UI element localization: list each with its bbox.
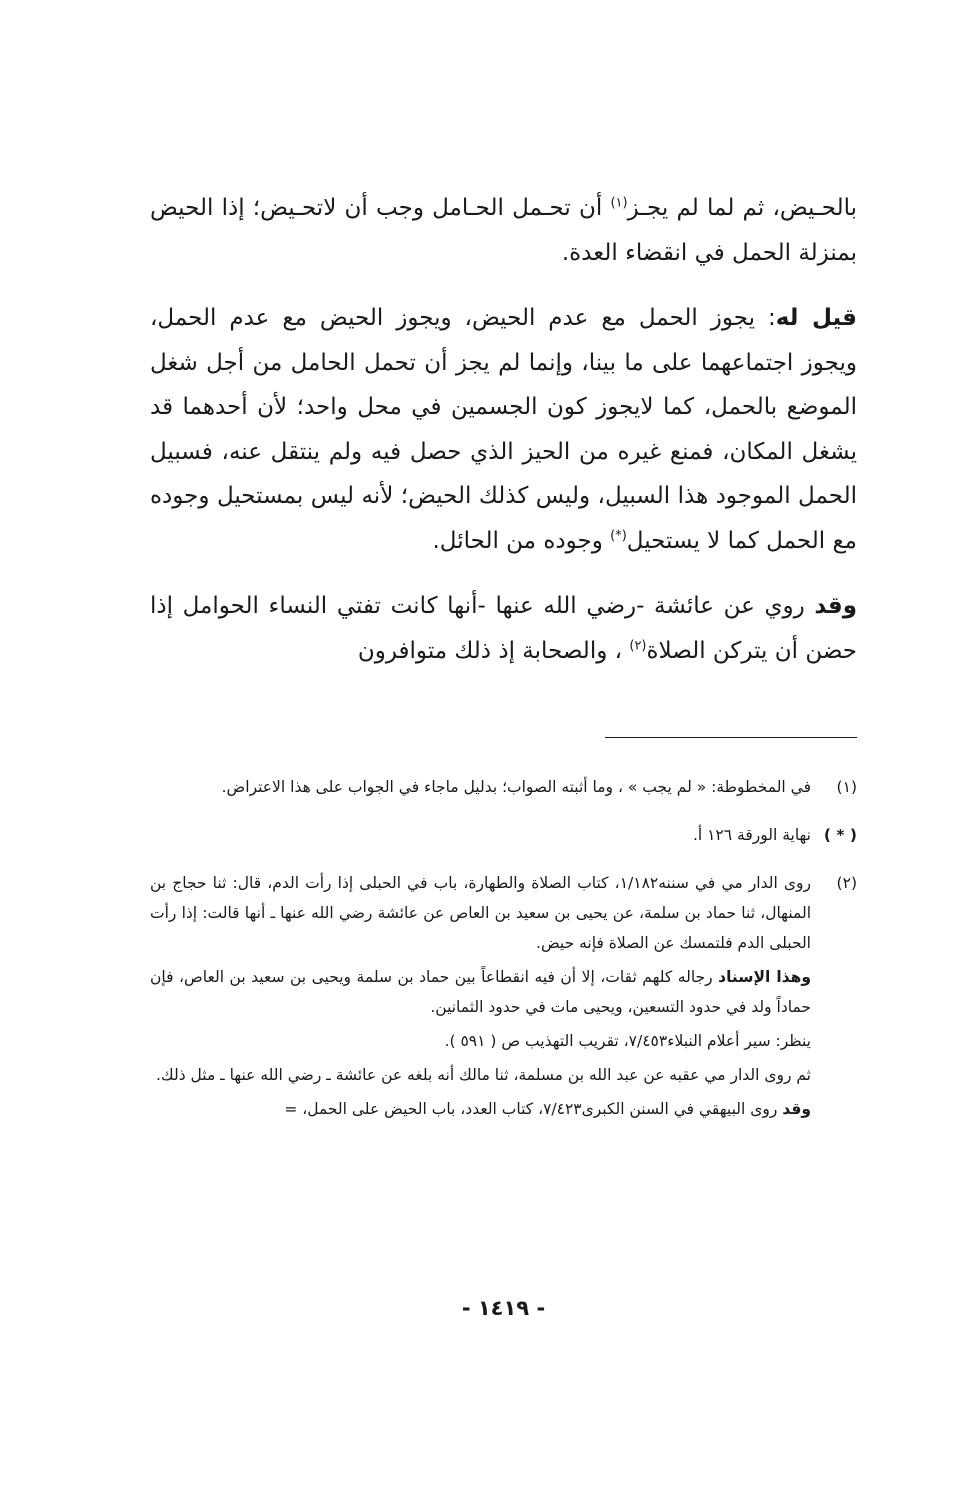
footnote-2-line-1: روى الدار مي في سننه١/١٨٢، كتاب الصلاة والطهارة، باب في الحبلى إذا رأت الدم، قال: ثنا حجاج بن المنهال، ثنا حماد بن سلمة، عن يحيى بن سعيد بن العاص عن عائشة رضي الله عنها ـ أنها قالت: إذا رأت الحبلى الدم فلتمسك عن الصلاة فإنه حيض. [150,874,811,952]
footnote-2-line-2-text: رجاله كلهم ثقات، إلا أن فيه انقطاعاً بين حماد بن سلمة ويحيى بن سعيد بن العاص، فإن حماداً ولد في حدود التسعين، ويحيى مات في حدود الثمانين. [150,968,811,1016]
paragraph-3-lead: وقد [814,593,857,619]
footnote-ref-1: (١) [610,195,628,211]
footnote-ref-2: (٢) [629,637,647,653]
footnote-2-line-2-lead: وهذا الإسناد [718,968,811,986]
footnote-1-text: في المخطوطة: « لم يجب » ، وما أثبته الصواب؛ بدليل ماجاء في الجواب على هذا الاعتراض. [221,778,811,796]
footnote-2-line-2 [150,962,811,1022]
paragraph-3-text-a: روي عن عائشة -رضي الله عنها -أنها كانت تفتي النساء الحوامل إذا حضن أن يتركن الصلاة [150,593,857,664]
footnote-2-line-4: ثم روى الدار مي عقبه عن عبد الله بن مسلمة، ثنا مالك أنه بلغه عن عائشة ـ رضي الله عنها ـ مثل ذلك. [155,1066,811,1084]
footnotes [150,772,857,1142]
footnote-1 [150,772,857,806]
paragraph-1-text-a: بالحـيض، ثم لما لم يجـز [627,195,857,221]
paragraph-2-text-b: وجوده من الحائل. [432,527,611,554]
paragraph-2-text-a: : يجوز الحمل مع عدم الحيض، ويجوز الحيض مع عدم الحمل، ويجوز اجتماعهما على ما بينا، وإنما لم يجز أن تحمل الحامل من أجل شغل الموضع بالحمل، كما لايجوز كون الجسمين في محل واحد؛ لأن أحدهما قد يشغل المكان، فمنع غيره من الحيز الذي حصل فيه ولم ينتقل عنه، فسبيل الحمل الموجود هذا السبيل، وليس كذلك الحيض؛ لأنه ليس بمستحيل وجوده مع الحمل كما لا يستحيل [150,305,857,554]
footnote-2-line-5-text: روى البيهقي في السنن الكبرى٧/٤٢٣، كتاب العدد، باب الحيض على الحمل، = [284,1100,783,1118]
footnote-2 [150,868,857,1128]
footnote-star-marker: ( * ) [823,826,857,844]
footnote-2-marker: (٢) [836,874,857,892]
paragraph-2-lead: قيل له [775,305,857,331]
paragraph-3-text-b: ، والصحابة إذ ذلك متوافرون [357,637,630,664]
footnote-2-line-5 [150,1094,811,1124]
paragraph-1-text-b: أن تحـمل الحـامل وجب أن لاتحـيض؛ إذا الحيض بمنزلة الحمل في انقضاء العدة. [150,195,857,266]
main-text [150,186,857,673]
footnote-star-text: نهاية الورقة ١٢٦ أ. [692,826,811,844]
paragraph-2 [150,296,857,563]
footnote-star [150,820,857,854]
book-page [150,0,857,1494]
footnote-divider [605,737,857,738]
footnote-2-line-5-lead: وقد [782,1100,811,1118]
page-number: - ١٤١٩ - [461,1296,546,1320]
paragraph-3 [150,584,857,673]
paragraph-1 [150,186,857,275]
footnote-2-line-3: ينظر: سير أعلام النبلاء٧/٤٥٣، تقريب التهذيب ص ( ٥٩١ ). [444,1032,811,1050]
footnote-1-marker: (١) [836,778,857,796]
footnote-ref-star: (*) [610,527,627,543]
